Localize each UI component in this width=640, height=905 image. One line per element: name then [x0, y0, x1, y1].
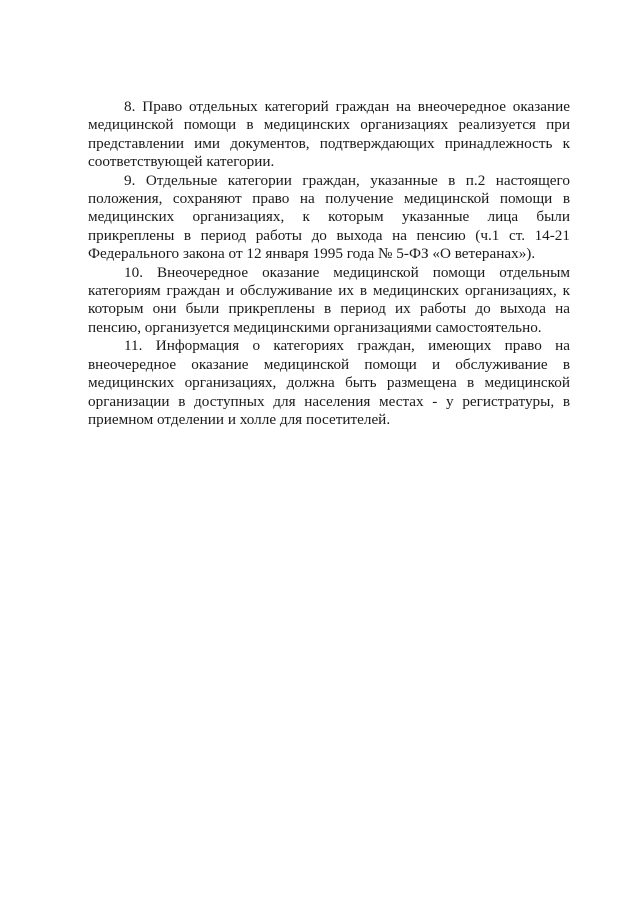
- paragraph-11: 11. Информация о категориях граждан, имеющих право на внеочередное оказание медицинской помощи и обслуживание в медицинских организациях, должна быть размещена в медицинской организации в доступных для населения местах - у регистратуры, в приемном отделении и холле для посетителей.: [88, 337, 570, 428]
- paragraph-9: 9. Отдельные категории граждан, указанные в п.2 настоящего положения, сохраняют право на получение медицинской помощи в медицинских организациях, к которым указанные лица были прикреплены в период работы до выхода на пенсию (ч.1 ст. 14-21 Федерального закона от 12 января 1995 года № 5-ФЗ «О ветеранах»).: [88, 171, 570, 263]
- paragraph-8: 8. Право отдельных категорий граждан на внеочередное оказание медицинской помощи в медицинских организациях реализуется при представлении ими документов, подтверждающих принадлежность к соответствующей категории.: [88, 98, 570, 171]
- document-body: [88, 98, 570, 429]
- paragraph-10: 10. Внеочередное оказание медицинской помощи отдельным категориям граждан и обслуживание их в медицинских организациях, к которым они были прикреплены в период их работы до выхода на пенсию, организуется медицинскими организациями самостоятельно.: [88, 263, 570, 336]
